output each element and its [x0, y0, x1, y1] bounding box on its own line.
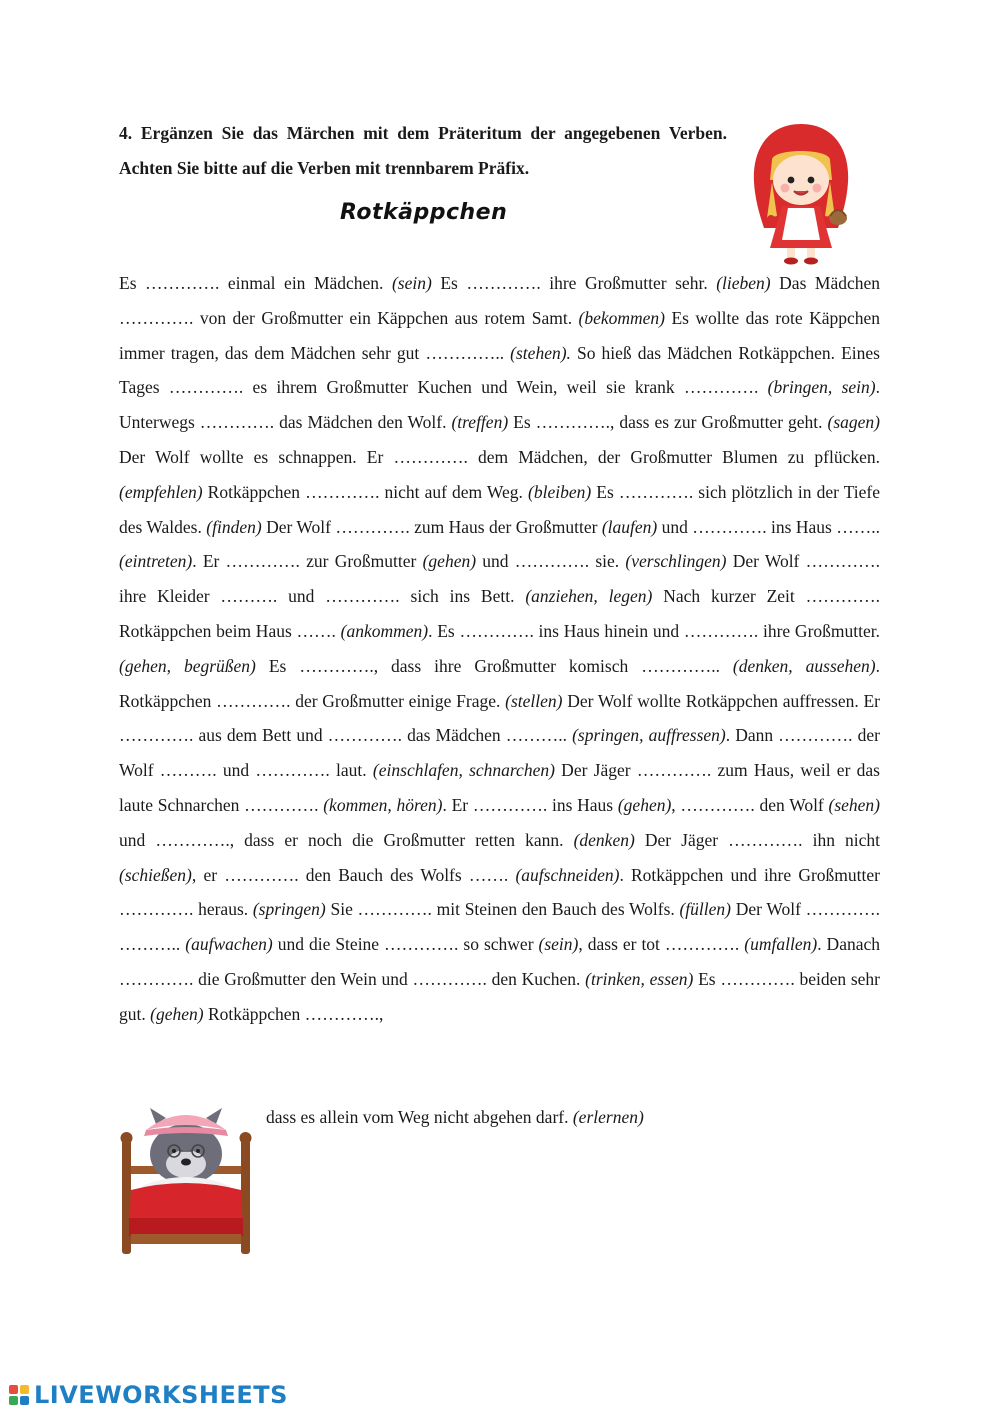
verb-hint: (springen)	[252, 899, 326, 920]
story-segment: Der Wolf wollte Rotkäppchen auffressen. Er …………. aus dem Bett und …………. das Mädchen ………..	[119, 690, 880, 746]
verb-hint: (bleiben)	[528, 481, 592, 502]
verb-hint: (denken)	[573, 829, 635, 850]
story-segment: . Es …………. ins Haus hinein und …………. ihre Großmutter.	[428, 620, 880, 641]
story-segment: , er …………. den Bauch des Wolfs …….	[191, 864, 516, 885]
story-segment: Sie …………. mit Steinen den Bauch des Wolfs.	[325, 899, 680, 920]
red-riding-hood-illustration	[742, 120, 860, 265]
verb-hint: (empfehlen)	[119, 481, 203, 502]
verb-hint: (springen, auffressen)	[572, 725, 726, 746]
verb-hint: (kommen, hören)	[323, 794, 443, 815]
story-segment: . Er …………. zur Großmutter	[192, 551, 423, 572]
story-segment: Nach kurzer Zeit …………. Rotkäppchen beim Haus …….	[119, 586, 881, 641]
story-segment: Der Wolf …………. ihre Kleider ………. und …………. sich ins Bett.	[119, 551, 880, 607]
verb-hint: (gehen)	[422, 551, 477, 572]
story-segment: . Dann …………. der Wolf ………. und …………. laut.	[119, 725, 880, 781]
story-segment: . Danach …………. die Großmutter den Wein und …………. den Kuchen.	[119, 934, 880, 989]
liveworksheets-logo-icon	[8, 1384, 30, 1406]
story-segment: und …………. sie.	[476, 551, 626, 572]
story-segment: und …………., dass er noch die Großmutter retten kann.	[119, 829, 574, 850]
verb-hint: (aufschneiden)	[515, 864, 620, 885]
story-segment: . Unterwegs …………. das Mädchen den Wolf.	[119, 377, 880, 433]
verb-hint: (umfallen)	[744, 934, 818, 955]
verb-hint: (bringen, sein)	[767, 377, 876, 398]
story-segment: , …………. den Wolf	[671, 794, 829, 815]
story-segment: und …………. ins Haus ……..	[657, 516, 881, 537]
verb-hint: (bekommen)	[578, 307, 666, 328]
verb-hint: (denken, aussehen)	[732, 655, 876, 676]
story-segment: Es …………. ihre Großmutter sehr.	[431, 273, 717, 293]
verb-hint: (sein)	[391, 273, 432, 293]
story-title: Rotkäppchen	[340, 200, 508, 225]
story-segment: Es …………., dass ihre Großmutter komisch …………..	[255, 655, 733, 676]
story-segment: Das Mädchen …………. von der Großmutter ein Käppchen aus rotem Samt.	[119, 273, 881, 328]
story-segment: So hieß das Mädchen Rotkäppchen. Eines Tages …………. es ihrem Großmutter Kuchen und Wein, weil sie krank ………….	[119, 342, 880, 398]
verb-hint: (gehen)	[617, 794, 672, 815]
last-line-text: dass es allein vom Weg nicht abgehen darf.	[266, 1107, 573, 1127]
story-segment: , dass er tot ………….	[578, 934, 745, 955]
footer-branding	[8, 1380, 288, 1410]
story-segment: Rotkäppchen ………….,	[203, 1003, 384, 1024]
story-segment: Es …………. beiden sehr gut.	[119, 968, 880, 1024]
wolf-in-bed-illustration	[116, 1106, 256, 1258]
story-segment: Es wollte das rote Käppchen immer tragen, das dem Mädchen sehr gut …………..	[119, 307, 881, 363]
verb-hint: (ankommen)	[340, 620, 429, 641]
story-segment: . Er …………. ins Haus	[442, 794, 618, 815]
verb-hint: (laufen)	[601, 516, 658, 537]
verb-hint: (finden)	[206, 516, 262, 537]
verb-hint: (füllen)	[679, 899, 731, 920]
verb-hint: (stellen)	[505, 690, 563, 711]
verb-hint: (eintreten)	[119, 551, 193, 572]
story-segment: Rotkäppchen …………. nicht auf dem Weg.	[202, 481, 529, 502]
footer-brand-text: LIVEWORKSHEETS	[34, 1381, 288, 1409]
story-segment: und die Steine …………. so schwer	[272, 934, 539, 955]
verb-hint: (schießen)	[119, 864, 192, 885]
verb-hint: (gehen)	[150, 1003, 204, 1024]
story-segment: Der Wolf wollte es schnappen. Er …………. dem Mädchen, der Großmutter Blumen zu pflücken.	[119, 446, 880, 467]
verb-hint: (aufwachen)	[185, 934, 273, 955]
story-segment: . Rotkäppchen …………. der Großmutter einige Frage.	[119, 655, 881, 711]
verb-hint: (sehen)	[828, 794, 881, 815]
story-segment: . Rotkäppchen und ihre Großmutter …………. heraus.	[119, 864, 880, 920]
story-last-line	[266, 1100, 644, 1135]
verb-hint: (lieben)	[716, 273, 771, 293]
verb-hint: (erlernen)	[572, 1107, 644, 1127]
story-segment: Der Jäger …………. zum Haus, weil er das laute Schnarchen ………….	[119, 760, 880, 815]
verb-hint: (gehen, begrüßen)	[119, 655, 256, 676]
verb-hint: (treffen)	[451, 412, 509, 433]
story-segment: Es …………., dass es zur Großmutter geht.	[508, 412, 828, 433]
verb-hint: (stehen).	[510, 342, 571, 363]
story-text	[119, 266, 880, 1032]
story-segment: Der Wolf …………. ………..	[119, 899, 880, 955]
verb-hint: (sein)	[538, 934, 579, 955]
verb-hint: (einschlafen, schnarchen)	[372, 760, 555, 781]
verb-hint: (verschlingen)	[625, 551, 727, 572]
story-segment: Der Jäger …………. ihn nicht	[634, 829, 880, 850]
task-instruction: 4. Ergänzen Sie das Märchen mit dem Präteritum der angegebenen Verben. Achten Sie bitte auf die Verben mit trennbarem Präfix.	[119, 123, 727, 178]
story-segment: Es …………. sich plötzlich in der Tiefe des Waldes.	[119, 481, 880, 537]
verb-hint: (sagen)	[827, 412, 880, 433]
story-segment: Der Wolf …………. zum Haus der Großmutter	[261, 516, 602, 537]
verb-hint: (anziehen, legen)	[525, 586, 653, 607]
verb-hint: (trinken, essen)	[585, 968, 694, 989]
story-segment: Es …………. einmal ein Mädchen.	[119, 273, 392, 293]
